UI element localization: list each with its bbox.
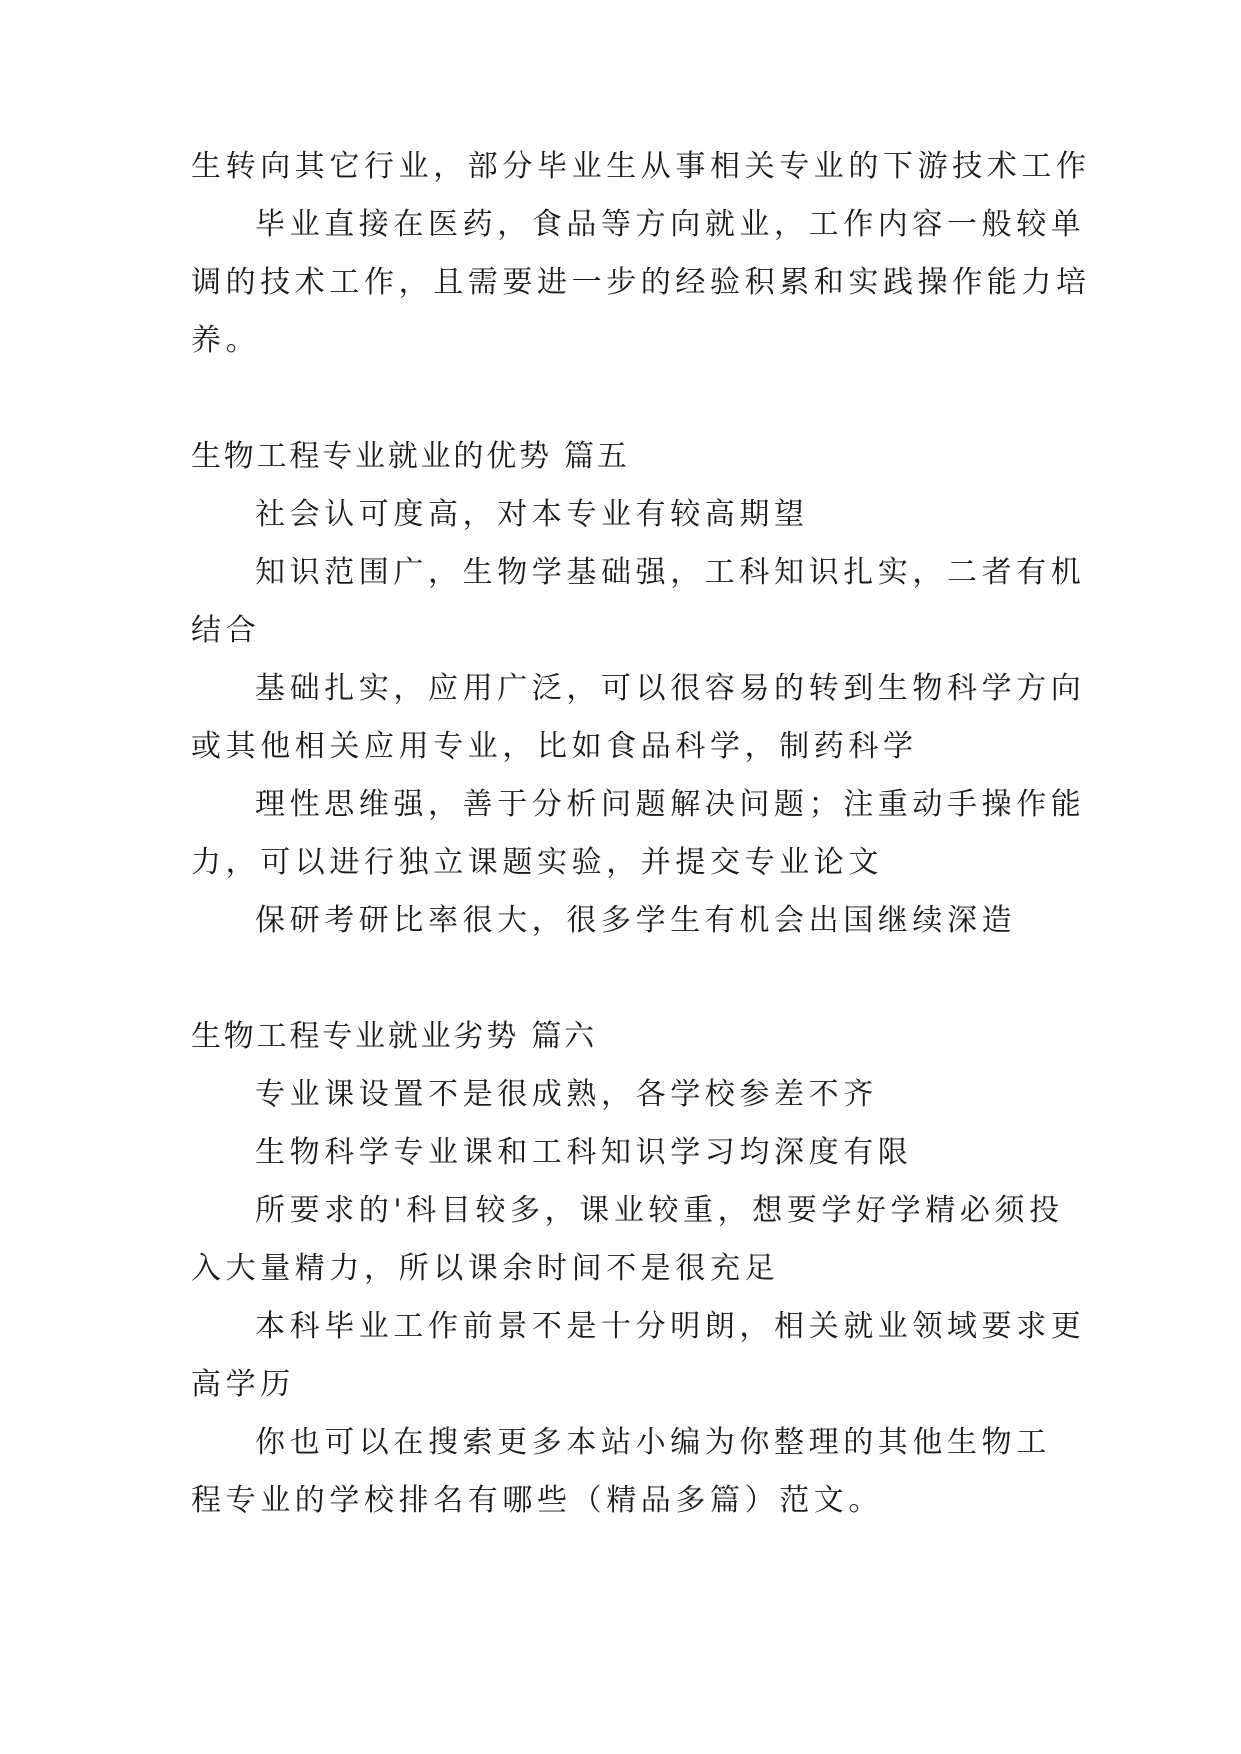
paragraph-line: 结合 [191, 613, 261, 648]
paragraph-line: 你也可以在搜索更多本站小编为你整理的其他生物工 [255, 1425, 1051, 1460]
paragraph-line: 生物科学专业课和工科知识学习均深度有限 [255, 1135, 913, 1170]
paragraph-line: 知识范围广，生物学基础强，工科知识扎实，二者有机 [255, 555, 1086, 590]
paragraph-line: 基础扎实，应用广泛，可以很容易的转到生物科学方向 [255, 671, 1086, 706]
paragraph-line: 专业课设置不是很成熟，各学校参差不齐 [255, 1077, 878, 1112]
paragraph-line: 生转向其它行业，部分毕业生从事相关专业的下游技术工作 [191, 149, 1091, 184]
paragraph-line: 养。 [191, 323, 261, 358]
paragraph-line: 所要求的'科目较多，课业较重，想要学好学精必须投 [255, 1193, 1064, 1228]
section-heading-five: 生物工程专业就业的优势 篇五 [191, 439, 630, 474]
paragraph-line: 毕业直接在医药，食品等方向就业，工作内容一般较单 [255, 207, 1086, 242]
paragraph-line: 保研考研比率很大，很多学生有机会出国继续深造 [255, 903, 1017, 938]
paragraph-line: 入大量精力，所以课余时间不是很充足 [191, 1251, 780, 1286]
document-body [191, 138, 1091, 1530]
section-gap [191, 370, 1061, 428]
paragraph-line: 程专业的学校排名有哪些（精品多篇）范文。 [191, 1483, 883, 1518]
paragraph-line: 力，可以进行独立课题实验，并提交专业论文 [191, 845, 883, 880]
paragraph-line: 调的技术工作，且需要进一步的经验积累和实践操作能力培 [191, 265, 1091, 300]
paragraph-line: 社会认可度高，对本专业有较高期望 [255, 497, 809, 532]
paragraph-line: 理性思维强，善于分析问题解决问题；注重动手操作能 [255, 787, 1086, 822]
paragraph-line: 本科毕业工作前景不是十分明朗，相关就业领域要求更 [255, 1309, 1086, 1344]
paragraph-line: 高学历 [191, 1367, 295, 1402]
paragraph-line: 或其他相关应用专业，比如食品科学，制药科学 [191, 729, 918, 764]
section-heading-six: 生物工程专业就业劣势 篇六 [191, 1019, 597, 1054]
section-gap [191, 950, 1061, 1008]
